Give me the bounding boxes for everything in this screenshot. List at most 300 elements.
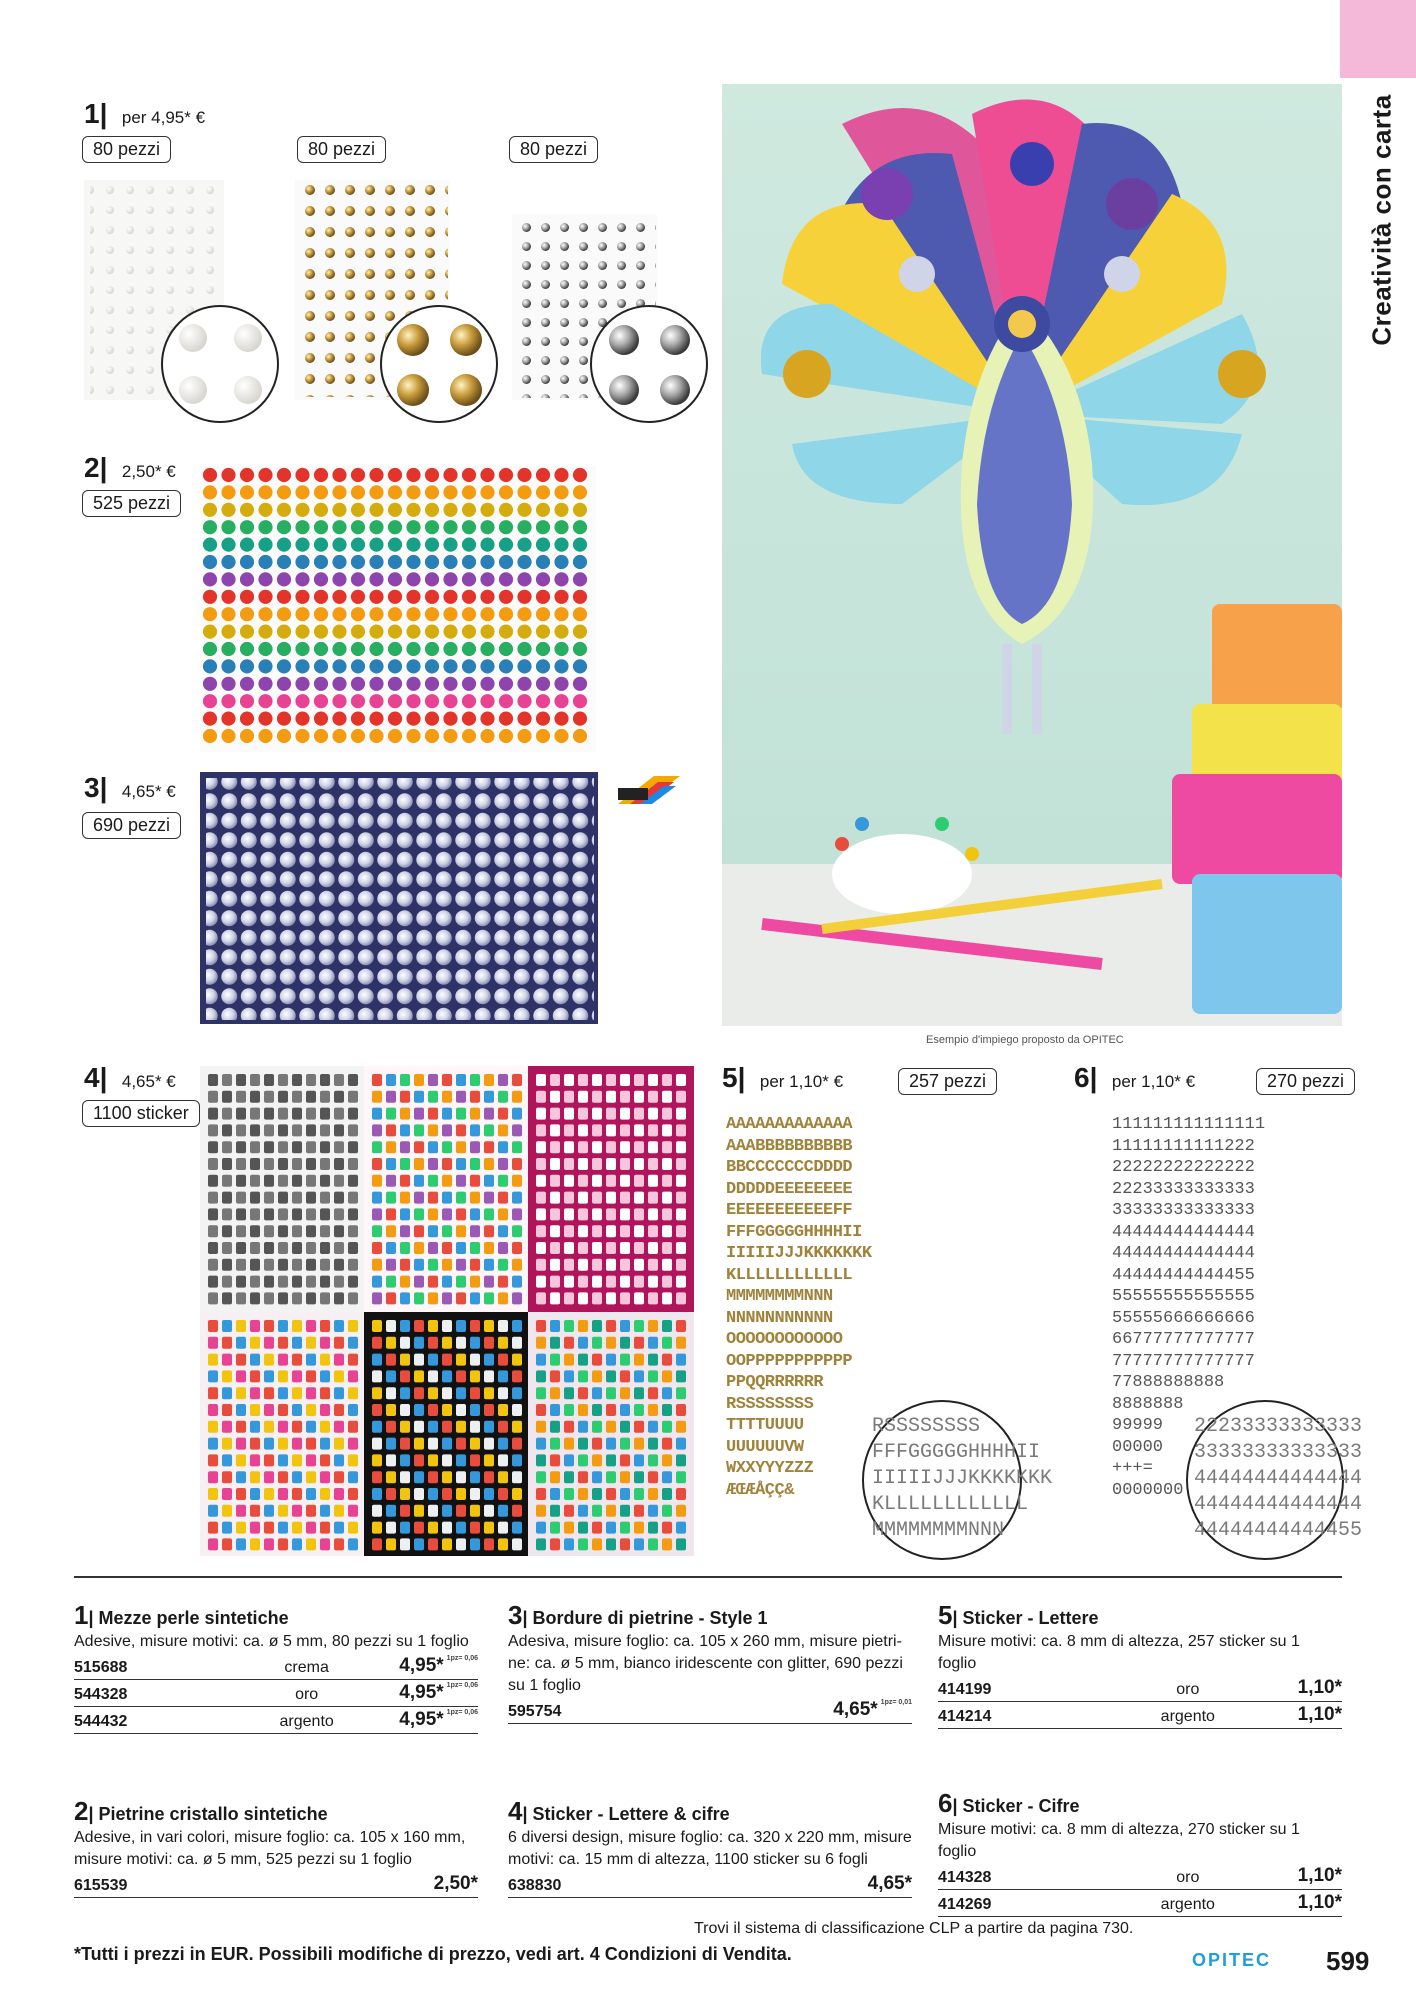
sticker-character: [348, 1292, 358, 1304]
sticker-character: [484, 1454, 494, 1466]
sticker-character: [498, 1354, 508, 1366]
crystal-gem: [350, 502, 365, 517]
sticker-character: [536, 1337, 546, 1349]
crystal-gem: [535, 694, 550, 709]
sticker-character: [414, 1320, 424, 1332]
sticker-character: [208, 1488, 218, 1500]
sticker-character: [264, 1337, 274, 1349]
sticker-character: [348, 1337, 358, 1349]
sticker-character: [620, 1505, 630, 1517]
sticker-character: [620, 1354, 630, 1366]
sticker-character: [264, 1421, 274, 1433]
sticker-character: [306, 1320, 316, 1332]
sticker-character: [414, 1522, 424, 1534]
crystal-gem: [572, 728, 587, 743]
crystal-gem: [258, 659, 273, 674]
letter-sticker-row: AAAAAAAAAAAAA: [726, 1115, 853, 1134]
sticker-character: [550, 1370, 560, 1382]
crystal-gem: [461, 467, 476, 482]
crystal-gem: [258, 537, 273, 552]
crystal-gem: [258, 502, 273, 517]
crystal-gem: [424, 641, 439, 656]
sticker-character: [456, 1354, 466, 1366]
crystal-gem: [276, 537, 291, 552]
sticker-character: [550, 1337, 560, 1349]
crystal-gem: [572, 607, 587, 622]
sticker-character: [250, 1158, 260, 1170]
sticker-character: [278, 1404, 288, 1416]
crystal-gem: [387, 694, 402, 709]
product-5-pieces-badge: 257 pezzi: [898, 1068, 997, 1095]
sticker-character: [634, 1505, 644, 1517]
sticker-character: [498, 1320, 508, 1332]
crystal-gem: [461, 694, 476, 709]
sticker-character: [676, 1124, 686, 1136]
sticker-character: [550, 1471, 560, 1483]
sticker-character: [620, 1387, 630, 1399]
sticker-character: [278, 1225, 288, 1237]
crystal-gem: [535, 554, 550, 569]
sticker-character: [634, 1488, 644, 1500]
sticker-character: [550, 1259, 560, 1271]
sticker-character: [578, 1175, 588, 1187]
crystal-gem: [313, 711, 328, 726]
crystal-gem: [387, 537, 402, 552]
crystal-gem: [517, 572, 532, 587]
sticker-character: [208, 1404, 218, 1416]
zoom-pearl-cream: [162, 306, 278, 422]
crystal-gem: [517, 467, 532, 482]
sticker-character: [320, 1488, 330, 1500]
sticker-character: [484, 1074, 494, 1086]
sticker-character: [564, 1421, 574, 1433]
crystal-gem: [221, 485, 236, 500]
crystal-gem: [369, 641, 384, 656]
sticker-character: [292, 1242, 302, 1254]
sticker-character: [456, 1124, 466, 1136]
sticker-character: [578, 1259, 588, 1271]
sticker-character: [442, 1091, 452, 1103]
sticker-character: [634, 1108, 644, 1120]
sticker-character: [236, 1292, 246, 1304]
crystal-gem: [369, 711, 384, 726]
sticker-character: [334, 1259, 344, 1271]
sticker-character: [662, 1091, 672, 1103]
sticker-character: [498, 1091, 508, 1103]
sticker-character: [620, 1175, 630, 1187]
sticker-character: [278, 1124, 288, 1136]
sticker-character: [208, 1124, 218, 1136]
letter-sticker-row: IIIIIJJJKKKKKKK: [726, 1244, 872, 1263]
sticker-character: [498, 1259, 508, 1271]
crystal-gem: [424, 520, 439, 535]
sticker-character: [578, 1091, 588, 1103]
sticker-character: [536, 1124, 546, 1136]
crystal-gem: [498, 728, 513, 743]
sticker-character: [348, 1141, 358, 1153]
sticker-character: [578, 1488, 588, 1500]
sticker-character: [222, 1538, 232, 1550]
sticker-character: [550, 1225, 560, 1237]
crystal-gem: [387, 728, 402, 743]
sticker-character: [456, 1404, 466, 1416]
sticker-character: [512, 1158, 522, 1170]
sticker-character: [578, 1208, 588, 1220]
sticker-character: [578, 1141, 588, 1153]
sticker-character: [334, 1292, 344, 1304]
sticker-character: [278, 1522, 288, 1534]
sticker-character: [676, 1538, 686, 1550]
sticker-character: [634, 1370, 644, 1382]
sticker-character: [634, 1124, 644, 1136]
crystal-gem: [350, 554, 365, 569]
crystal-gem: [313, 520, 328, 535]
sticker-character: [470, 1471, 480, 1483]
digit-sticker-row: 0000000: [1112, 1480, 1184, 1500]
crystal-gem: [461, 641, 476, 656]
sticker-character: [348, 1471, 358, 1483]
sticker-character: [648, 1320, 658, 1332]
sticker-character: [620, 1141, 630, 1153]
crystal-gem: [313, 572, 328, 587]
sticker-character: [442, 1259, 452, 1271]
crystal-gem: [517, 659, 532, 674]
crystal-gem: [202, 694, 217, 709]
crystal-gem: [332, 728, 347, 743]
crystal-gem: [276, 659, 291, 674]
sticker-character: [648, 1158, 658, 1170]
sticker-character: [372, 1320, 382, 1332]
sticker-character: [470, 1522, 480, 1534]
sticker-character: [592, 1454, 602, 1466]
sticker-character: [372, 1522, 382, 1534]
sticker-character: [634, 1337, 644, 1349]
sticker-character: [250, 1421, 260, 1433]
crystal-gem: [498, 537, 513, 552]
clp-notice: Trovi il sistema di classificazione CLP a partire da pagina 730.: [694, 1920, 1134, 1937]
sticker-character: [222, 1354, 232, 1366]
sticker-character: [470, 1192, 480, 1204]
crystal-gem: [295, 624, 310, 639]
sticker-character: [648, 1488, 658, 1500]
crystal-gem: [535, 659, 550, 674]
sticker-character: [386, 1421, 396, 1433]
crystal-gem: [258, 554, 273, 569]
sticker-character: [334, 1276, 344, 1288]
sticker-character: [442, 1074, 452, 1086]
sticker-character: [592, 1337, 602, 1349]
sticker-character: [634, 1292, 644, 1304]
page-number: 599: [1326, 1946, 1370, 1976]
sticker-character: [250, 1208, 260, 1220]
crystal-gem: [572, 520, 587, 535]
crystal-gem: [498, 694, 513, 709]
sticker-character: [456, 1438, 466, 1450]
sticker-character: [348, 1158, 358, 1170]
product-6-zoom: 22233333333333 33333333333333 44444444444444 44444444444444 44444444444455: [1186, 1400, 1344, 1560]
crystal-gem: [239, 711, 254, 726]
sticker-character: [250, 1276, 260, 1288]
crystal-gem: [202, 728, 217, 743]
sticker-character: [372, 1354, 382, 1366]
sticker-character: [292, 1192, 302, 1204]
sticker-character: [292, 1320, 302, 1332]
sticker-character: [620, 1108, 630, 1120]
sticker-character: [662, 1175, 672, 1187]
sticker-character: [348, 1488, 358, 1500]
crystal-gem: [313, 537, 328, 552]
letter-sticker-row: KLLLLLLLLLLLL: [726, 1265, 853, 1285]
sticker-character: [320, 1124, 330, 1136]
sticker-character: [428, 1192, 438, 1204]
crystal-gem: [517, 728, 532, 743]
sticker-character: [386, 1488, 396, 1500]
sticker-character: [236, 1421, 246, 1433]
sticker-character: [498, 1337, 508, 1349]
sticker-character: [484, 1387, 494, 1399]
sticker-character: [428, 1421, 438, 1433]
sticker-character: [662, 1225, 672, 1237]
sticker-character: [648, 1225, 658, 1237]
crystal-gem: [535, 676, 550, 691]
crystal-gem: [258, 572, 273, 587]
sticker-character: [386, 1354, 396, 1366]
sticker-character: [264, 1488, 274, 1500]
sticker-character: [512, 1242, 522, 1254]
letter-sticker-row: TTTTUUUU: [726, 1416, 804, 1435]
crystal-gem: [239, 728, 254, 743]
sticker-character: [606, 1192, 616, 1204]
sticker-character: [606, 1276, 616, 1288]
crystal-gem: [221, 537, 236, 552]
sticker-character: [334, 1158, 344, 1170]
sticker-character: [372, 1124, 382, 1136]
sticker-character: [536, 1505, 546, 1517]
sticker-character: [222, 1091, 232, 1103]
sticker-character: [334, 1387, 344, 1399]
sticker-character: [676, 1505, 686, 1517]
crystal-gem: [406, 624, 421, 639]
sticker-character: [606, 1387, 616, 1399]
sticker-character: [386, 1124, 396, 1136]
sticker-character: [292, 1225, 302, 1237]
sticker-character: [662, 1387, 672, 1399]
sticker-character: [292, 1158, 302, 1170]
sticker-character: [592, 1471, 602, 1483]
letter-sticker-row: OOOOOOOOOOOO: [726, 1330, 843, 1349]
sticker-character: [648, 1292, 658, 1304]
sticker-character: [400, 1124, 410, 1136]
sticker-character: [662, 1354, 672, 1366]
sticker-character: [564, 1320, 574, 1332]
sticker-character: [278, 1108, 288, 1120]
sticker-character: [634, 1421, 644, 1433]
crystal-gem: [554, 572, 569, 587]
sticker-character: [292, 1259, 302, 1271]
crystal-gem: [221, 641, 236, 656]
sticker-character: [662, 1505, 672, 1517]
crystal-gem: [313, 485, 328, 500]
sticker-character: [208, 1522, 218, 1534]
sticker-character: [564, 1354, 574, 1366]
sticker-character: [498, 1158, 508, 1170]
sticker-character: [250, 1175, 260, 1187]
sticker-character: [264, 1471, 274, 1483]
sticker-character: [456, 1276, 466, 1288]
sticker-character: [662, 1141, 672, 1153]
sticker-character: [564, 1175, 574, 1187]
digit-sticker-row: 77888888888: [1112, 1373, 1225, 1392]
peacock-craft-photo: [722, 84, 1342, 1026]
sticker-character: [606, 1259, 616, 1271]
sticker-character: [334, 1505, 344, 1517]
sticker-character: [442, 1276, 452, 1288]
sticker-character: [414, 1387, 424, 1399]
sticker-character: [278, 1438, 288, 1450]
sticker-character: [498, 1488, 508, 1500]
sticker-character: [348, 1192, 358, 1204]
letter-sticker-row: MMMMMMMMNNN: [726, 1287, 833, 1306]
sticker-character: [386, 1208, 396, 1220]
crystal-gem: [202, 520, 217, 535]
crystal-gem: [424, 711, 439, 726]
sticker-character: [372, 1505, 382, 1517]
sticker-character: [634, 1225, 644, 1237]
sticker-character: [606, 1505, 616, 1517]
sticker-character: [648, 1124, 658, 1136]
sticker-character: [306, 1242, 316, 1254]
sticker-character: [320, 1337, 330, 1349]
sticker-character: [456, 1387, 466, 1399]
sticker-character: [386, 1522, 396, 1534]
sticker-character: [208, 1354, 218, 1366]
sticker-character: [372, 1242, 382, 1254]
sticker-character: [536, 1320, 546, 1332]
sticker-character: [648, 1074, 658, 1086]
sticker-character: [536, 1276, 546, 1288]
sticker-character: [278, 1337, 288, 1349]
sticker-character: [442, 1175, 452, 1187]
sticker-character: [306, 1192, 316, 1204]
sticker-character: [498, 1225, 508, 1237]
crystal-gem: [387, 659, 402, 674]
sticker-character: [400, 1225, 410, 1237]
sticker-character: [442, 1320, 452, 1332]
sticker-character: [400, 1505, 410, 1517]
sticker-character: [414, 1158, 424, 1170]
crystal-gem: [332, 659, 347, 674]
sticker-character: [306, 1141, 316, 1153]
sticker-character: [620, 1421, 630, 1433]
sticker-character: [250, 1354, 260, 1366]
letter-sticker-row: DDDDDEEEEEEEE: [726, 1179, 853, 1199]
letter-sticker-row: RSSSSSSSS: [726, 1394, 814, 1414]
sticker-character: [662, 1454, 672, 1466]
crystal-gem: [554, 520, 569, 535]
sticker-character: [470, 1074, 480, 1086]
sticker-character: [512, 1421, 522, 1433]
crystal-gem: [202, 676, 217, 691]
sticker-character: [662, 1421, 672, 1433]
crystal-gem: [535, 485, 550, 500]
sticker-character: [264, 1404, 274, 1416]
sticker-character: [676, 1370, 686, 1382]
sticker-character: [320, 1370, 330, 1382]
crystal-gem: [332, 502, 347, 517]
sticker-character: [676, 1225, 686, 1237]
crystal-gem: [535, 467, 550, 482]
sticker-character: [564, 1074, 574, 1086]
sticker-character: [550, 1454, 560, 1466]
sticker-character: [278, 1158, 288, 1170]
crystal-gem: [258, 676, 273, 691]
sticker-character: [512, 1108, 522, 1120]
sticker-character: [484, 1124, 494, 1136]
sticker-character: [320, 1454, 330, 1466]
sticker-character: [400, 1522, 410, 1534]
sticker-character: [400, 1370, 410, 1382]
crystal-gem: [517, 485, 532, 500]
sticker-character: [606, 1538, 616, 1550]
crystal-gem: [369, 607, 384, 622]
crystal-gem: [258, 641, 273, 656]
sticker-character: [250, 1292, 260, 1304]
digit-sticker-row: 00000: [1112, 1437, 1164, 1457]
crystal-gem: [498, 641, 513, 656]
sticker-character: [550, 1438, 560, 1450]
crystal-gem: [369, 694, 384, 709]
crystal-gem: [572, 659, 587, 674]
crystal-gem: [554, 624, 569, 639]
sticker-character: [564, 1108, 574, 1120]
letter-sticker-row: AAABBBBBBBBBB: [726, 1136, 853, 1156]
sticker-character: [278, 1192, 288, 1204]
sticker-character: [578, 1108, 588, 1120]
sticker-character: [442, 1538, 452, 1550]
sticker-character: [634, 1242, 644, 1254]
sticker-character: [620, 1192, 630, 1204]
product-4-header: 4| 4,65* €: [84, 1062, 176, 1093]
crystal-gem: [461, 502, 476, 517]
crystal-gem: [313, 554, 328, 569]
sticker-character: [634, 1276, 644, 1288]
sticker-character: [606, 1175, 616, 1187]
sticker-character: [264, 1158, 274, 1170]
sticker-character: [456, 1259, 466, 1271]
sticker-character: [428, 1225, 438, 1237]
sticker-character: [484, 1354, 494, 1366]
crystal-gem: [480, 537, 495, 552]
sticker-character: [236, 1175, 246, 1187]
sticker-character: [442, 1454, 452, 1466]
sticker-character: [512, 1454, 522, 1466]
crystal-gem: [480, 520, 495, 535]
product-3-header: 3| 4,65* €: [84, 772, 176, 803]
sticker-character: [414, 1337, 424, 1349]
sticker-character: [606, 1354, 616, 1366]
crystal-gem: [369, 728, 384, 743]
crystal-gem: [239, 537, 254, 552]
sticker-character: [306, 1074, 316, 1086]
sticker-character: [348, 1320, 358, 1332]
sticker-character: [306, 1438, 316, 1450]
sticker-character: [634, 1387, 644, 1399]
sticker-character: [592, 1158, 602, 1170]
sticker-character: [648, 1337, 658, 1349]
crystal-gem: [369, 502, 384, 517]
crystal-gem: [517, 711, 532, 726]
crystal-gem: [406, 607, 421, 622]
